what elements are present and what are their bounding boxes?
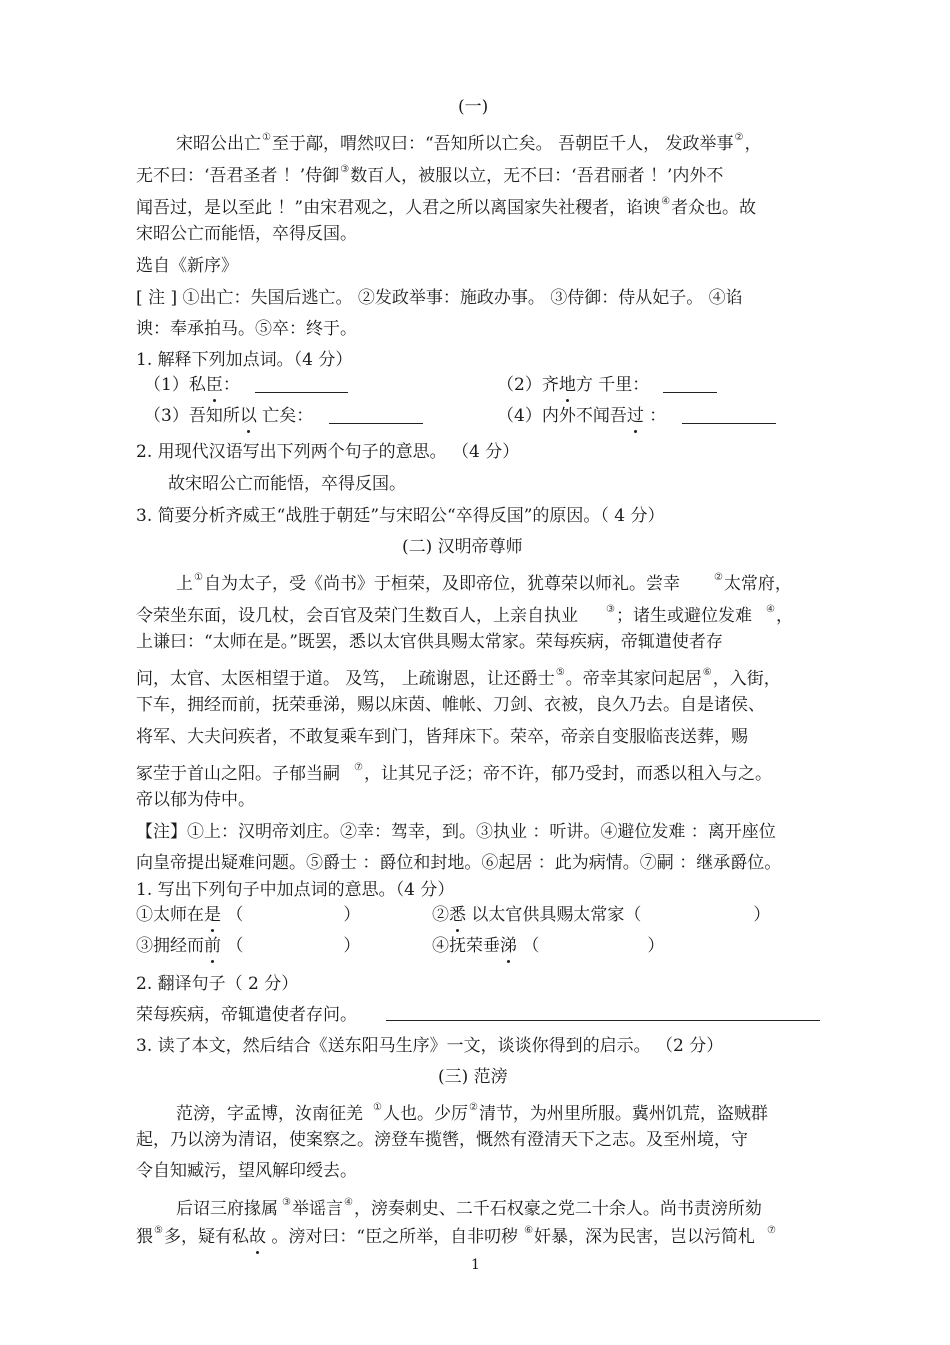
paragraph-line: 将军、大夫问疾者，不敢复乘车到门，皆拜床下。荣卒，帝亲自变服临丧送葬，赐 bbox=[136, 727, 748, 747]
text-run: ， bbox=[744, 134, 762, 154]
text-run: 问，太官、太医相望于道。 及笃， 上疏谢恩，让还爵士 bbox=[136, 669, 555, 689]
answer-line[interactable] bbox=[386, 1020, 820, 1021]
text-run: （3）吾知所 bbox=[144, 406, 240, 426]
question-3: 3. 读了本文，然后结合《送东阳马生序》一文，谈谈你得到的启示。 （2 分） bbox=[136, 1036, 724, 1056]
q1-item-2 bbox=[497, 374, 717, 396]
footnote-marker: ① bbox=[373, 1102, 382, 1113]
text-run: （ bbox=[221, 936, 244, 956]
footnote-marker: ③ bbox=[340, 164, 350, 175]
answer-blank[interactable] bbox=[329, 407, 423, 424]
text-run: 冢茔于首山之阳。子郁当嗣 bbox=[136, 764, 340, 784]
q2-sentence: 荣每疾病，帝辄遣使者存问。 bbox=[136, 1005, 357, 1025]
text-run: 宋昭公出亡 bbox=[176, 134, 261, 154]
question-1: 1. 写出下列句子中加点词的意思。（4 分） bbox=[136, 880, 455, 900]
text-run: ② bbox=[432, 905, 449, 925]
text-run: ，滂奏刺史、二千石权豪之党二十余人。尚书责滂所劾 bbox=[353, 1199, 762, 1219]
text-run: 宋昭公亡而能悟，卒得反国。 bbox=[136, 224, 357, 244]
question-3: 3. 简要分析齐威王“战胜于朝廷”与宋昭公“卒得反国”的原因。（ 4 分） bbox=[136, 506, 665, 526]
text-run: ③拥经而 bbox=[136, 936, 204, 956]
text-run: ： bbox=[222, 375, 240, 395]
text-run: （2）齐 bbox=[497, 375, 559, 395]
text-run: 数百人，被服以立，无不曰：‘吾君丽者 ！’内外不 bbox=[350, 166, 724, 186]
paragraph-line bbox=[176, 1097, 768, 1125]
text-run: 多，疑有私 bbox=[163, 1227, 249, 1247]
text-run: 太常府， bbox=[723, 574, 792, 594]
paragraph-line: 上谦曰：“太师在是。”既罢，悉以太官供具赐太常家。荣每疾病，帝辄遣使者存 bbox=[136, 632, 723, 652]
q1-item-2 bbox=[432, 904, 770, 926]
q1-item-3 bbox=[144, 405, 423, 427]
dotted-word: 地 bbox=[558, 375, 576, 395]
question-2: 2. 翻译句子（ 2 分） bbox=[136, 974, 299, 994]
text-run: ，入街， bbox=[712, 669, 781, 689]
text-run: 闻吾过，是以至此 ！”由宋君观之，人君之所以离国家失社稷者，谄谀 bbox=[136, 198, 661, 218]
page-number: 1 bbox=[471, 1257, 480, 1273]
q1-item-4 bbox=[497, 405, 776, 427]
footnote-marker: ① bbox=[262, 132, 271, 143]
text-run: 清节，为州里所服。冀州饥荒，盗贼群 bbox=[478, 1104, 768, 1124]
text-run: 人也。少厉 bbox=[382, 1104, 468, 1124]
section-1-title: (一) bbox=[458, 97, 489, 117]
text-run: ） bbox=[753, 905, 771, 925]
text-run: 至于鄗，喟然叹曰：“吾知所以亡矣。 吾朝臣千人， 发政举事 bbox=[271, 134, 734, 154]
footnote-marker: ⑤ bbox=[154, 1225, 163, 1236]
notes-line: 谀：奉承拍马。⑤卒：终于。 bbox=[136, 319, 357, 339]
text-run: 。滂对曰：“臣之所举，自非叨秽 bbox=[265, 1227, 519, 1247]
text-run: 自为太子，受《尚书》于桓荣，及即帝位，犹尊荣以师礼。尝幸 bbox=[203, 574, 680, 594]
text-run: （4）内外不闻吾 bbox=[497, 406, 627, 426]
text-run: （ bbox=[517, 936, 540, 956]
footnote-marker: ① bbox=[194, 572, 203, 583]
dotted-word: 臣 bbox=[205, 375, 223, 395]
footnote-marker: ⑥ bbox=[702, 667, 712, 678]
question-1: 1. 解释下列加点词。（4 分） bbox=[136, 350, 353, 370]
section-3-title: (三) 范滂 bbox=[438, 1067, 508, 1087]
paragraph-line bbox=[136, 1220, 777, 1248]
text-run: 令荣坐东面，设几杖，会百官及荣门生数百人，上亲自执业 bbox=[136, 606, 578, 626]
text-run: 亡矣： bbox=[256, 406, 314, 426]
text-run: 者众也。故 bbox=[671, 198, 757, 218]
dotted-word: 以 bbox=[239, 406, 257, 426]
text-run: 以太官供具赐太常家（ bbox=[466, 905, 642, 925]
text-run: 。帝幸其家问起居 bbox=[565, 669, 702, 689]
dotted-word: 是 bbox=[204, 905, 221, 925]
text-run: 方 千里： bbox=[575, 375, 650, 395]
paragraph-line bbox=[136, 757, 772, 785]
footnote-marker: ④ bbox=[765, 604, 775, 615]
footnote-marker: ③ bbox=[606, 604, 615, 615]
footnote-marker: ④ bbox=[661, 196, 671, 207]
paragraph-line bbox=[136, 159, 723, 187]
paragraph-line bbox=[136, 599, 793, 627]
q1-item-3 bbox=[136, 935, 360, 957]
notes-line: 向皇帝提出疑难问题。⑤爵士 ：爵位和封地。⑥起居 ：此为病情。⑦嗣 ：继承爵位。 bbox=[136, 853, 782, 873]
text-run: ；诸生或避位发难 bbox=[615, 606, 752, 626]
text-run: 上 bbox=[176, 574, 193, 594]
text-run: ①太师在 bbox=[136, 905, 204, 925]
paragraph-line bbox=[136, 191, 756, 219]
text-run: ，让其兄子泛；帝不许，郁乃受封，而悉以租入与之。 bbox=[363, 764, 772, 784]
text-run: ， bbox=[775, 606, 793, 626]
text-run: ④抚荣垂 bbox=[432, 936, 500, 956]
footnote-marker: ③ bbox=[282, 1197, 291, 1208]
footnote-marker: ② bbox=[734, 132, 744, 143]
text-run: 后诏三府掾属 bbox=[176, 1199, 278, 1219]
notes-line: [ 注 ] ①出亡：失国后逃亡。 ②发政举事：施政办事。 ③侍御：侍从妃子。 ④谄 bbox=[136, 288, 743, 308]
footnote-marker: ② bbox=[468, 1102, 478, 1113]
dotted-word: 过 bbox=[626, 406, 644, 426]
q1-item-4 bbox=[432, 935, 664, 957]
paragraph-line bbox=[176, 1192, 762, 1220]
paragraph-line bbox=[176, 567, 792, 595]
paragraph-line bbox=[136, 662, 781, 690]
text-run: 范滂，字孟博，汝南征羌 bbox=[176, 1104, 363, 1124]
text-run: ） bbox=[343, 936, 361, 956]
source-line: 选自《新序》 bbox=[136, 256, 238, 276]
dotted-word: 故 bbox=[248, 1227, 266, 1247]
footnote-marker: ⑦ bbox=[354, 762, 363, 773]
text-run: 猥 bbox=[136, 1227, 153, 1247]
footnote-marker: ② bbox=[713, 572, 723, 583]
text-run: ） bbox=[343, 905, 361, 925]
dotted-word: 悉 bbox=[449, 905, 466, 925]
paragraph-line bbox=[136, 223, 357, 245]
paragraph-line bbox=[176, 127, 761, 155]
footnote-marker: ⑦ bbox=[767, 1225, 777, 1236]
notes-line: 【注】①上：汉明帝刘庄。②幸：驾幸，到。③执业 ：听讲。④避位发难 ：离开座位 bbox=[136, 822, 776, 842]
answer-blank[interactable] bbox=[663, 376, 717, 393]
q1-item-1 bbox=[136, 904, 360, 926]
question-2: 2. 用现代汉语写出下列两个句子的意思。 （4 分） bbox=[136, 442, 520, 462]
section-2-title: (二) 汉明帝尊师 bbox=[402, 537, 523, 557]
dotted-word: 涕 bbox=[500, 936, 517, 956]
paragraph-line: 帝以郁为侍中。 bbox=[136, 790, 255, 810]
text-run: ） bbox=[647, 936, 665, 956]
text-run: （1）私 bbox=[144, 375, 206, 395]
answer-blank[interactable] bbox=[255, 376, 348, 393]
answer-blank[interactable] bbox=[682, 407, 776, 424]
text-run: 无不曰：‘吾君圣者 ！’侍御 bbox=[136, 166, 340, 186]
paragraph-line: 下车，拥经而前，抚荣垂涕，赐以床茵、帷帐、刀剑、衣被，良久乃去。自是诸侯、 bbox=[136, 695, 765, 715]
q2-sentence: 故宋昭公亡而能悟，卒得反国。 bbox=[168, 474, 406, 494]
paragraph-line: 令自知臧污，望风解印绶去。 bbox=[136, 1161, 357, 1181]
q1-item-1 bbox=[144, 374, 348, 396]
paragraph-line: 起，乃以滂为清诏，使案察之。滂登车揽辔，慨然有澄清天下之志。及至州境，守 bbox=[136, 1130, 748, 1150]
text-run: 举谣言 bbox=[291, 1199, 343, 1219]
footnote-marker: ④ bbox=[343, 1197, 353, 1208]
dotted-word: 前 bbox=[204, 936, 221, 956]
text-run: ： bbox=[643, 406, 667, 426]
text-run: （ bbox=[221, 905, 244, 925]
footnote-marker: ⑥ bbox=[524, 1225, 534, 1236]
footnote-marker: ⑤ bbox=[555, 667, 565, 678]
text-run: 奸暴，深为民害，岂以污简札 bbox=[534, 1227, 756, 1247]
